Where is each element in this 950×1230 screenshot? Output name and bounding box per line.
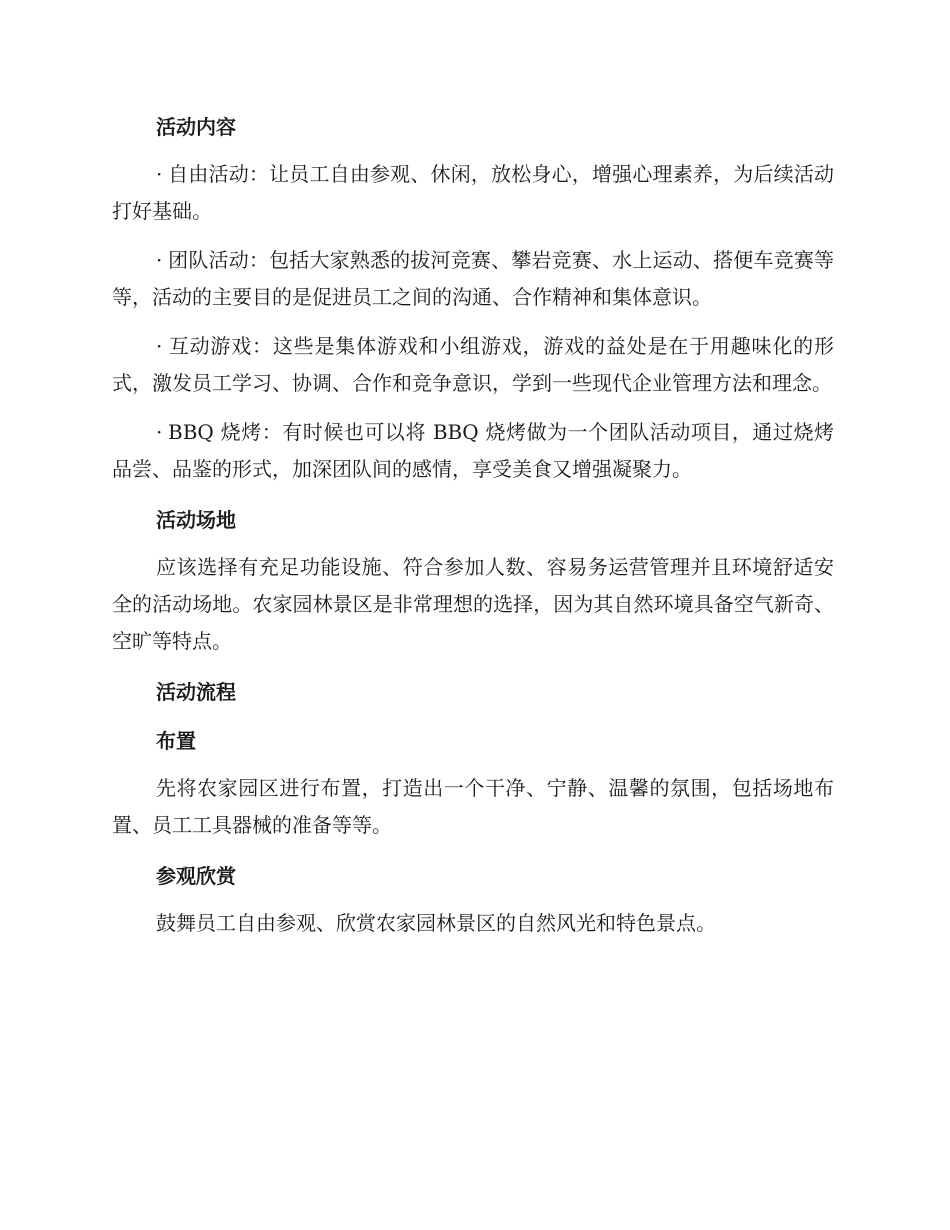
bullet-item-bbq (112, 414, 834, 488)
section-heading-venue: 活动场地 (156, 508, 236, 532)
bullet-item-interactive-games (112, 328, 834, 402)
bullet-marker: · (156, 248, 163, 272)
bullet-item-team-activity (112, 242, 834, 316)
bullet-text: 互动游戏：这些是集体游戏和小组游戏，游戏的益处是在于用趣味化的形式，激发员工学习、协调、合作和竞争意识，学到一些现代企业管理方法和理念。 (112, 334, 834, 395)
subsection-heading-setup: 布置 (156, 729, 196, 753)
subsection-heading-visit: 参观欣赏 (156, 864, 236, 888)
bullet-item-free-activity (112, 156, 834, 230)
setup-paragraph: 先将农家园区进行布置，打造出一个干净、宁静、温馨的氛围，包括场地布置、员工工具器械的准备等等。 (112, 776, 834, 837)
venue-paragraph: 应该选择有充足功能设施、符合参加人数、容易务运营管理并且环境舒适安全的活动场地。农家园林景区是非常理想的选择，因为其自然环境具备空气新奇、空旷等特点。 (112, 555, 834, 653)
bullet-text: BBQ 烧烤：有时候也可以将 BBQ 烧烤做为一个团队活动项目，通过烧烤品尝、品鉴的形式，加深团队间的感情，享受美食又增强凝聚力。 (112, 420, 834, 481)
bullet-marker: · (156, 162, 163, 186)
section-heading-content: 活动内容 (156, 115, 236, 139)
visit-paragraph: 鼓舞员工自由参观、欣赏农家园林景区的自然风光和特色景点。 (156, 911, 716, 935)
bullet-text: 团队活动：包括大家熟悉的拔河竞赛、攀岩竞赛、水上运动、搭便车竞赛等等，活动的主要目的是促进员工之间的沟通、合作精神和集体意识。 (112, 248, 834, 309)
section-heading-process: 活动流程 (156, 680, 236, 704)
bullet-marker: · (156, 334, 163, 358)
document-body (112, 107, 834, 952)
bullet-marker: · (156, 420, 163, 444)
bullet-text: 自由活动：让员工自由参观、休闲，放松身心，增强心理素养，为后续活动打好基础。 (112, 162, 834, 223)
